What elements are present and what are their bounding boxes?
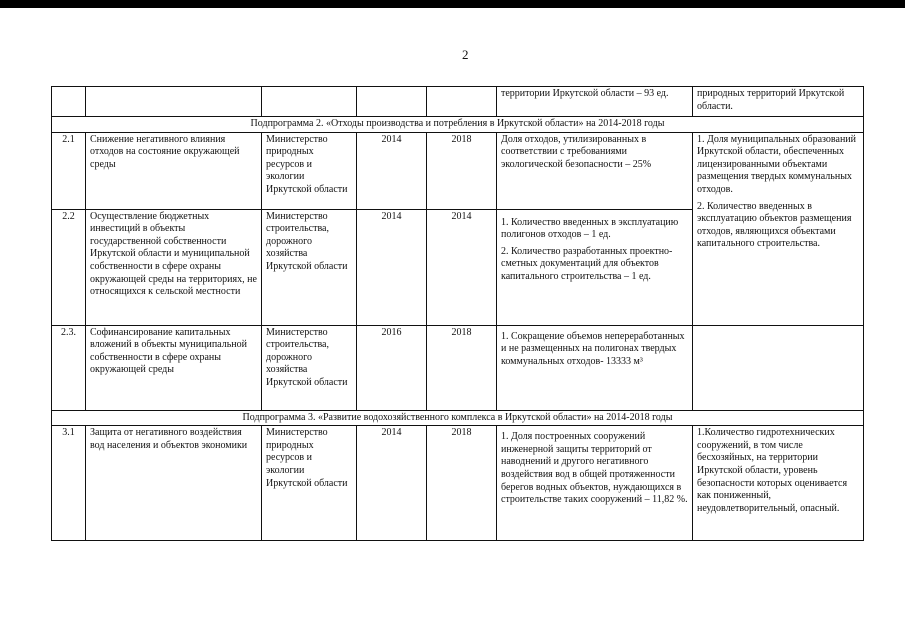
cell-num: 2.1 [52,132,86,209]
cell-executor: Министерство природных ресурсов и экологии Иркутской области [262,132,357,209]
cell-indicator: территории Иркутской области – 93 ед. [497,87,693,117]
table-row-2-1 [52,132,864,209]
cell-start: 2014 [357,209,427,325]
subprogram-3-title: Подпрограмма 3. «Развитие водохозяйственного комплекса в Иркутской области» на 2014-2018 годы [52,410,864,426]
cell-result: 1.Количество гидротехнических сооружений, в том числе бесхозяйных, на территории Иркутской области, уровень безопасности которых оценивается как пониженный, неудовлетворительный, опасный. [693,426,864,541]
cell-num: 2.3. [52,325,86,410]
cell-indicator: Доля отходов, утилизированных в соответствии с требованиями экологической безопасности – 25% [497,132,693,209]
cell-executor: Министерство строительства, дорожного хозяйства Иркутской области [262,325,357,410]
result-item-2: 2. Количество введенных в эксплуатацию объектов размещения отходов, являющихся объектами капитального строительства. [697,200,852,250]
cell-end: 2018 [427,132,497,209]
cell-start: 2014 [357,132,427,209]
page-number: 2 [462,47,469,62]
table-row-2-3 [52,325,864,410]
table-row-3-1 [52,426,864,541]
cell-name: Осуществление бюджетных инвестиций в объекты государственной собственности Иркутской области и муниципальной собственности в сфере охраны окружающей среды на территориях, не относящихся к сельской местности [86,209,262,325]
cell-name: Снижение негативного влияния отходов на состояние окружающей среды [86,132,262,209]
cell-result: природных территорий Иркутской области. [693,87,864,117]
cell-name [86,87,262,117]
subprogram-2-title: Подпрограмма 2. «Отходы производства и потребления в Иркутской области» на 2014-2018 годы [52,117,864,133]
scan-top-border [0,0,905,8]
cell-start: 2014 [357,426,427,541]
cell-executor [262,87,357,117]
indicator-item-1: 1. Доля построенных сооружений инженерной защиты территорий от наводнений и другого негативного воздействия вод в общей протяженности берегов водных объектов, нуждающихся в строительстве таких сооружений – 11,82 %. [501,431,688,506]
cell-indicator [497,325,693,410]
cell-indicator [497,426,693,541]
result-item-1: 1. Доля муниципальных образований Иркутской области, обеспеченных лицензированными объектами размещения твердых коммунальных отходов. [697,133,857,195]
table-row-continued [52,87,864,117]
cell-start [357,87,427,117]
cell-executor: Министерство строительства, дорожного хозяйства Иркутской области [262,209,357,325]
cell-end: 2018 [427,426,497,541]
cell-result-subprogram-2 [693,132,864,325]
cell-name: Софинансирование капитальных вложений в объекты муниципальной собственности в сфере охраны окружающей среды [86,325,262,410]
indicator-item-1: 1. Сокращение объемов непереработанных и не размещенных на полигонах твердых коммунальных отходов- 13333 м³ [501,330,685,367]
cell-end: 2018 [427,325,497,410]
cell-name: Защита от негативного воздействия вод населения и объектов экономики [86,426,262,541]
program-table [51,86,864,541]
indicator-item-1: 1. Количество введенных в эксплуатацию полигонов отходов – 1 ед. [501,216,679,241]
cell-num: 3.1 [52,426,86,541]
cell-start: 2016 [357,325,427,410]
cell-num [52,87,86,117]
subprogram-3-header-row [52,410,864,426]
cell-end: 2014 [427,209,497,325]
cell-num: 2.2 [52,209,86,325]
cell-result [693,325,864,410]
cell-indicator [497,209,693,325]
subprogram-2-header-row [52,117,864,133]
cell-end [427,87,497,117]
indicator-item-2: 2. Количество разработанных проектно-сметных документаций для объектов капитального строительства – 1 ед. [501,245,673,282]
cell-executor: Министерство природных ресурсов и экологии Иркутской области [262,426,357,541]
